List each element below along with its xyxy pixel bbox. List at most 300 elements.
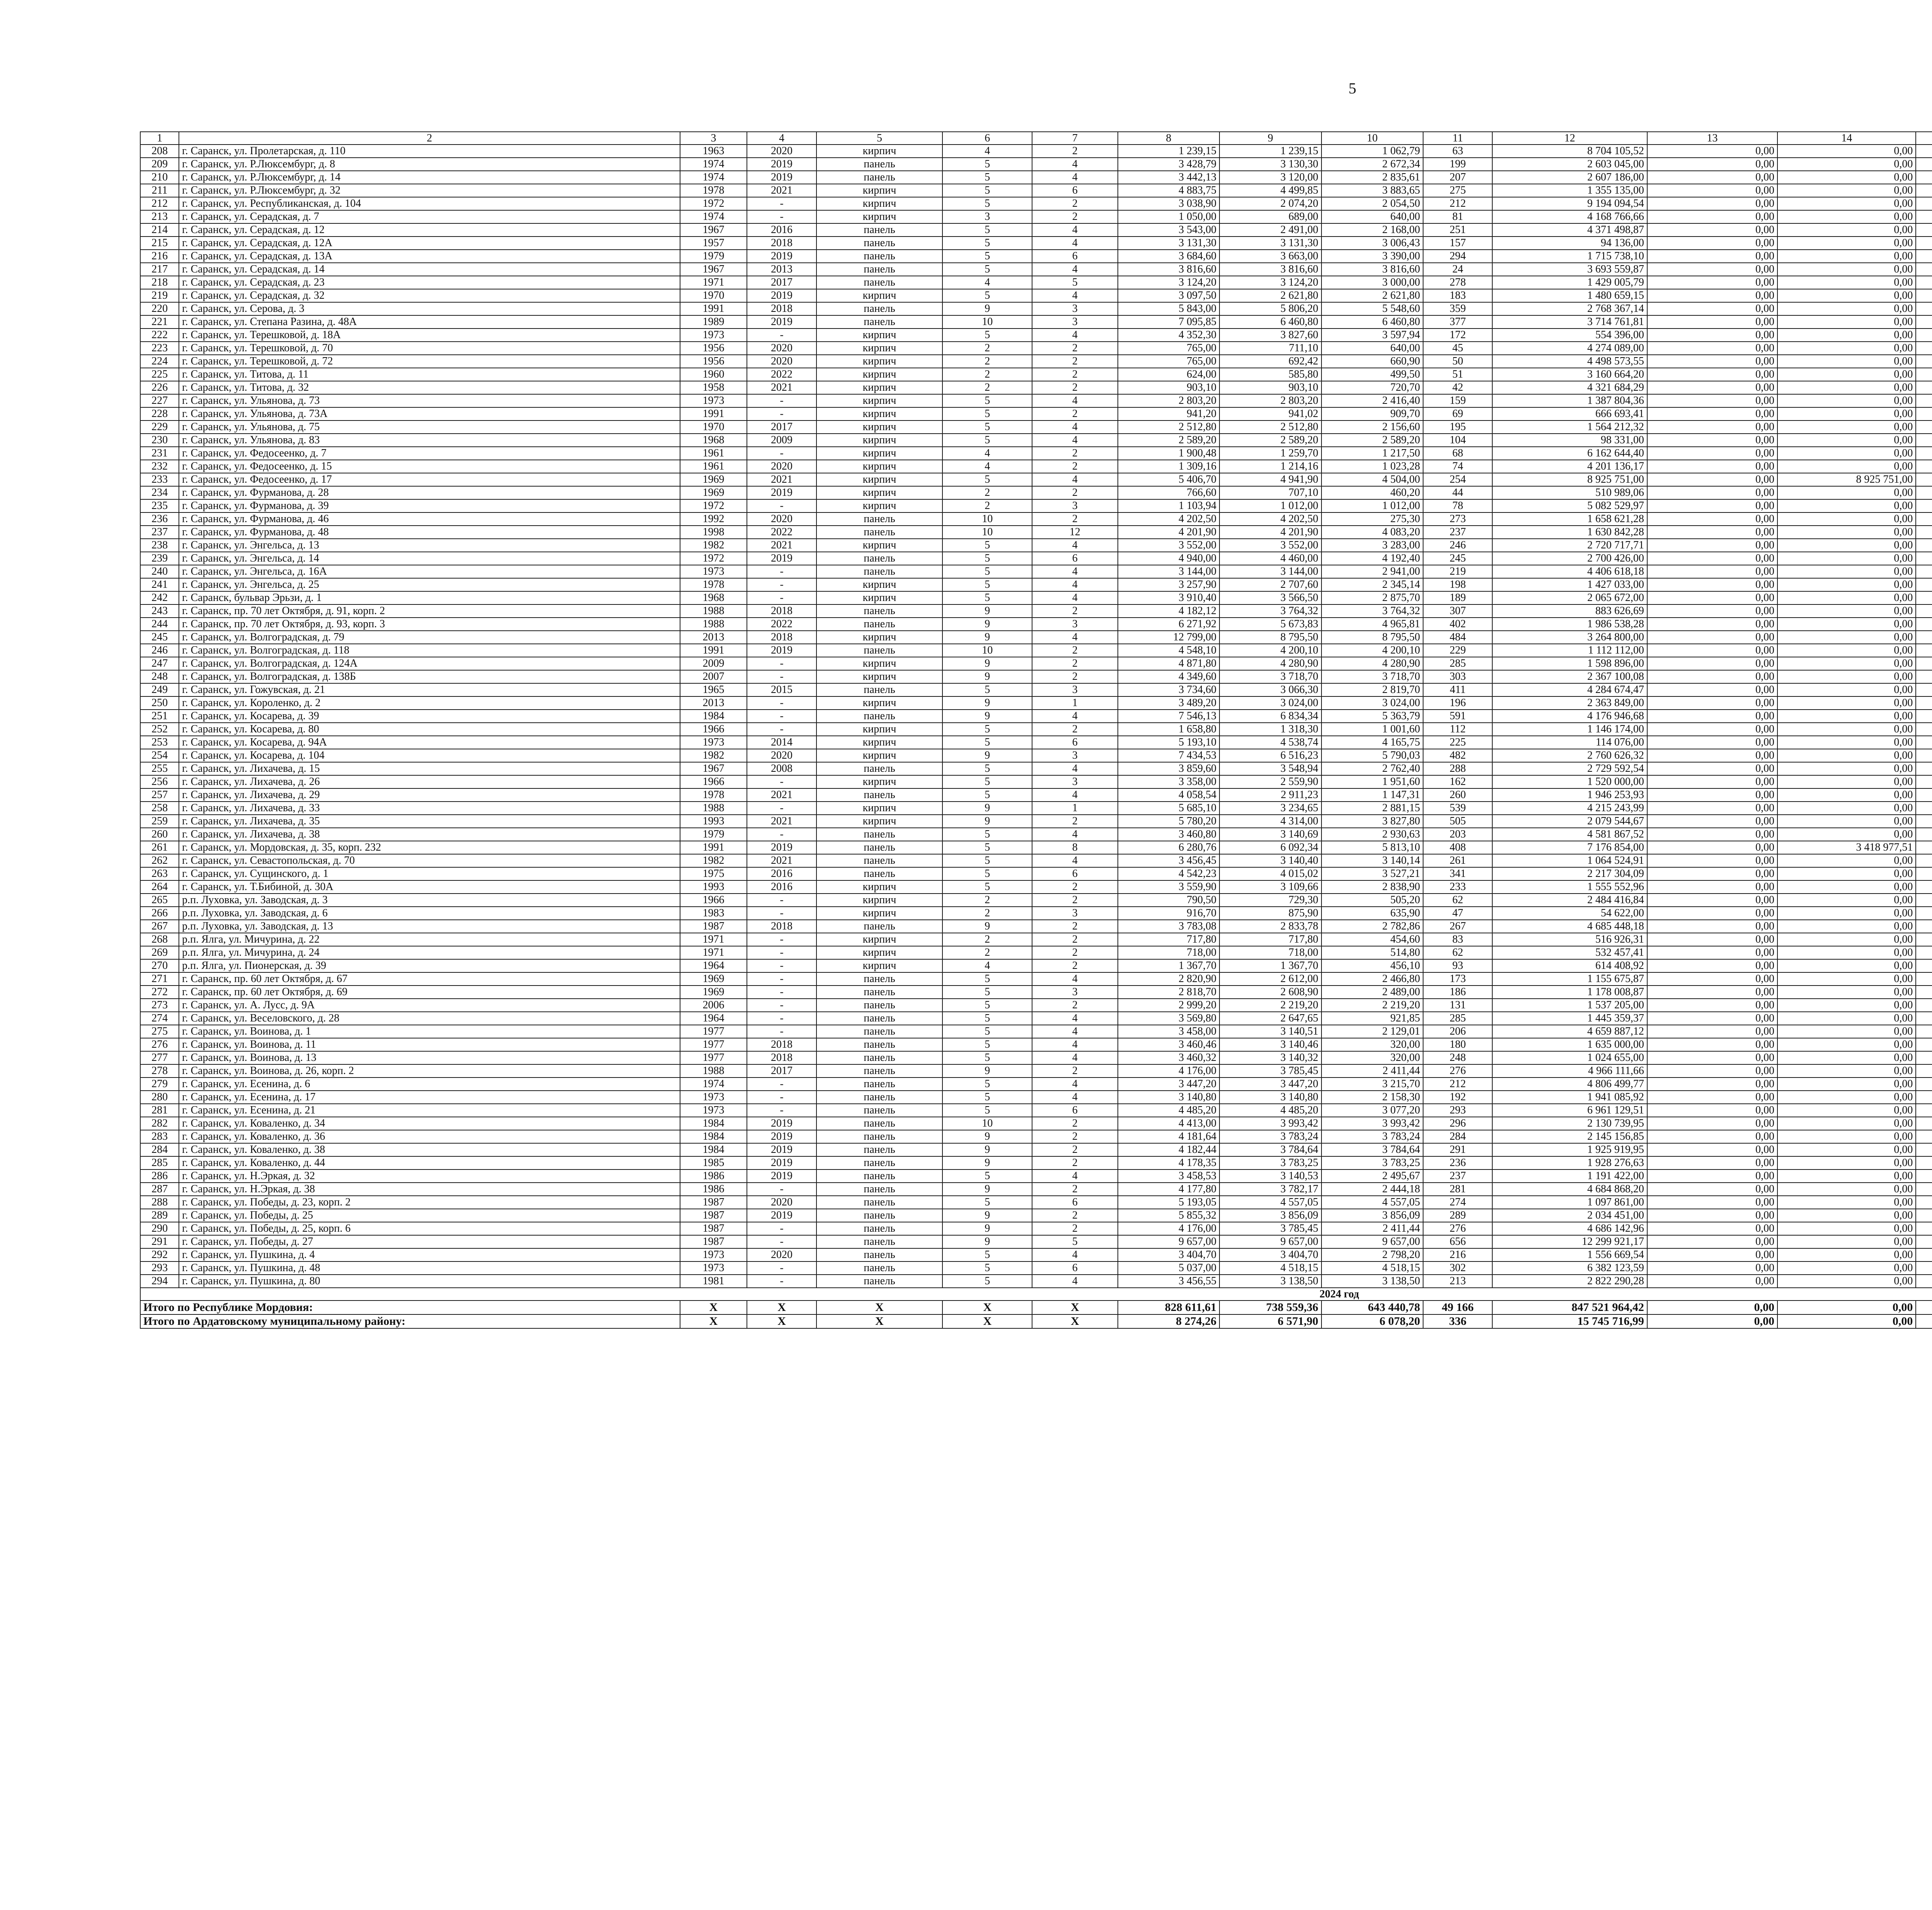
table-cell <box>1916 828 1932 841</box>
table-cell: 1 103,94 <box>1118 499 1220 512</box>
table-cell: 4 <box>942 276 1032 289</box>
table-cell: 3 144,00 <box>1118 565 1220 578</box>
table-cell: 0,00 <box>1777 710 1916 723</box>
table-row <box>140 999 1932 1012</box>
table-cell: 246 <box>140 644 179 657</box>
table-cell: 5 <box>942 591 1032 604</box>
table-cell: 0,00 <box>1777 802 1916 815</box>
table-cell: 1982 <box>680 749 747 762</box>
table-cell: 69 <box>1423 407 1492 420</box>
total-cell: 6 571,90 <box>1219 1314 1321 1328</box>
address-cell: г. Саранск, ул. Серадская, д. 32 <box>179 289 680 302</box>
table-row <box>140 355 1932 368</box>
table-cell: 1 986 538,28 <box>1492 618 1647 631</box>
address-cell: г. Саранск, ул. Титова, д. 32 <box>179 381 680 394</box>
table-cell: 3 566,50 <box>1219 591 1321 604</box>
address-cell: г. Саранск, ул. Фурманова, д. 46 <box>179 512 680 526</box>
table-cell: 4 176,00 <box>1118 1222 1220 1235</box>
table-cell: 2021 <box>747 539 816 552</box>
table-cell: 248 <box>140 670 179 683</box>
address-cell: г. Саранск, ул. Терешковой, д. 72 <box>179 355 680 368</box>
table-cell: 4 <box>1032 631 1117 644</box>
table-cell: 263 <box>140 867 179 880</box>
table-cell: 5 843,00 <box>1118 302 1220 315</box>
table-cell: 3 264 800,00 <box>1492 631 1647 644</box>
table-cell: 1 387 804,36 <box>1492 394 1647 407</box>
table-cell: 4 <box>1032 1248 1117 1261</box>
address-cell: г. Саранск, ул. Воинова, д. 13 <box>179 1051 680 1064</box>
table-cell: 2 065 672,00 <box>1492 591 1647 604</box>
table-cell: 267 <box>140 920 179 933</box>
table-cell: 1961 <box>680 460 747 473</box>
total-cell: 847 521 964,42 <box>1492 1301 1647 1314</box>
table-cell <box>1916 775 1932 788</box>
table-cell: 1973 <box>680 565 747 578</box>
table-cell: - <box>747 933 816 946</box>
table-cell: 1983 <box>680 907 747 920</box>
table-cell: 0,00 <box>1777 867 1916 880</box>
table-cell: 2018 <box>747 920 816 933</box>
table-cell: 320,00 <box>1321 1038 1423 1051</box>
table-cell: - <box>747 1275 816 1288</box>
table-cell: 2 818,70 <box>1118 986 1220 999</box>
table-cell: 5 <box>942 1012 1032 1025</box>
table-cell: 4 <box>1032 591 1117 604</box>
table-cell: 47 <box>1423 907 1492 920</box>
total-cell: 738 559,36 <box>1219 1301 1321 1314</box>
table-cell: 1 635 000,00 <box>1492 1038 1647 1051</box>
table-cell: 4 284 674,47 <box>1492 683 1647 696</box>
table-cell: 3 663,00 <box>1219 250 1321 263</box>
table-cell: 1965 <box>680 683 747 696</box>
table-cell: 0,00 <box>1647 578 1777 591</box>
table-cell <box>1916 460 1932 473</box>
table-cell: 0,00 <box>1777 1143 1916 1156</box>
table-cell: 2 <box>1032 1143 1117 1156</box>
table-cell: 1 658 621,28 <box>1492 512 1647 526</box>
address-cell: г. Саранск, ул. Лихачева, д. 29 <box>179 788 680 802</box>
address-cell: г. Саранск, ул. Серадская, д. 13А <box>179 250 680 263</box>
table-cell: 0,00 <box>1777 1117 1916 1130</box>
table-cell: 2 <box>1032 1117 1117 1130</box>
table-cell: 1956 <box>680 342 747 355</box>
table-cell: 237 <box>140 526 179 539</box>
table-cell: 5 855,32 <box>1118 1209 1220 1222</box>
table-cell: 7 176 854,00 <box>1492 841 1647 854</box>
table-cell: 1984 <box>680 710 747 723</box>
table-cell: 1986 <box>680 1183 747 1196</box>
table-cell: 790,50 <box>1118 894 1220 907</box>
table-cell: 720,70 <box>1321 381 1423 394</box>
table-cell <box>1916 986 1932 999</box>
table-cell: 4 083,20 <box>1321 526 1423 539</box>
table-cell: 499,50 <box>1321 368 1423 381</box>
table-cell: панель <box>816 986 943 999</box>
table-cell: 83 <box>1423 933 1492 946</box>
table-cell: 2 838,90 <box>1321 880 1423 894</box>
table-cell: 62 <box>1423 946 1492 959</box>
table-cell: 2020 <box>747 749 816 762</box>
table-cell: 2 768 367,14 <box>1492 302 1647 315</box>
address-cell: г. Саранск, ул. А. Лусс, д. 9А <box>179 999 680 1012</box>
table-row <box>140 237 1932 250</box>
table-cell: 1 112 112,00 <box>1492 644 1647 657</box>
table-cell: 2019 <box>747 552 816 565</box>
table-cell: 4 <box>1032 578 1117 591</box>
table-cell: 265 <box>140 894 179 907</box>
table-cell <box>1916 526 1932 539</box>
table-cell: 3 784,64 <box>1321 1143 1423 1156</box>
table-cell: кирпич <box>816 670 943 683</box>
table-row <box>140 263 1932 276</box>
table-cell: 3 460,46 <box>1118 1038 1220 1051</box>
table-cell: кирпич <box>816 946 943 959</box>
table-cell: - <box>747 407 816 420</box>
table-cell: 0,00 <box>1647 1064 1777 1078</box>
table-cell: 0,00 <box>1647 604 1777 618</box>
table-cell: 640,00 <box>1321 342 1423 355</box>
table-cell: 2 <box>1032 1156 1117 1169</box>
table-cell <box>1916 618 1932 631</box>
table-cell: панель <box>816 1209 943 1222</box>
table-cell: 45 <box>1423 342 1492 355</box>
table-cell: 9 <box>942 670 1032 683</box>
total-label: Итого по Республике Мордовия: <box>140 1301 680 1314</box>
address-cell: г. Саранск, ул. Есенина, д. 17 <box>179 1091 680 1104</box>
table-cell: 3 <box>1032 499 1117 512</box>
table-cell: - <box>747 894 816 907</box>
table-cell: 240 <box>140 565 179 578</box>
table-cell: 4 504,00 <box>1321 473 1423 486</box>
table-cell: 4 <box>1032 1275 1117 1288</box>
table-cell: 213 <box>140 210 179 223</box>
table-cell: 402 <box>1423 618 1492 631</box>
table-cell: 4 871,80 <box>1118 657 1220 670</box>
address-cell: г. Саранск, ул. Косарева, д. 94А <box>179 736 680 749</box>
table-cell: 2 <box>942 499 1032 512</box>
table-cell: 2 603 045,00 <box>1492 158 1647 171</box>
table-cell: 4 314,00 <box>1219 815 1321 828</box>
table-cell: 0,00 <box>1777 696 1916 710</box>
table-cell: 270 <box>140 959 179 972</box>
table-cell: 3 140,53 <box>1219 1169 1321 1183</box>
table-cell: 6 460,80 <box>1219 315 1321 329</box>
address-cell: г. Саранск, пр. 70 лет Октября, д. 91, корп. 2 <box>179 604 680 618</box>
table-cell: 2020 <box>747 1196 816 1209</box>
table-cell: 2 589,20 <box>1118 434 1220 447</box>
table-cell: 2018 <box>747 237 816 250</box>
table-row <box>140 145 1932 158</box>
table-cell: 1987 <box>680 1222 747 1235</box>
table-cell: 278 <box>140 1064 179 1078</box>
table-cell: 10 <box>942 1117 1032 1130</box>
table-row <box>140 841 1932 854</box>
table-cell: 3 859,60 <box>1118 762 1220 775</box>
table-cell: 274 <box>140 1012 179 1025</box>
table-cell: кирпич <box>816 696 943 710</box>
table-cell: панель <box>816 1235 943 1248</box>
table-cell: 247 <box>140 657 179 670</box>
year-label: 2024 год <box>140 1288 1932 1301</box>
table-cell: 2022 <box>747 526 816 539</box>
table-row <box>140 1104 1932 1117</box>
table-cell: 2 <box>1032 880 1117 894</box>
table-row <box>140 920 1932 933</box>
table-cell <box>1916 473 1932 486</box>
table-cell: 2 608,90 <box>1219 986 1321 999</box>
total-cell: 828 611,61 <box>1118 1301 1220 1314</box>
table-cell: 4 <box>1032 473 1117 486</box>
table-cell: 3 066,30 <box>1219 683 1321 696</box>
table-cell: 4 <box>942 145 1032 158</box>
table-cell: 0,00 <box>1647 1038 1777 1051</box>
table-cell: 1 024 655,00 <box>1492 1051 1647 1064</box>
table-cell: 1979 <box>680 250 747 263</box>
table-cell: 1984 <box>680 1143 747 1156</box>
address-cell: г. Саранск, ул. Ульянова, д. 73А <box>179 407 680 420</box>
table-cell: 656 <box>1423 1235 1492 1248</box>
table-cell: 212 <box>140 197 179 210</box>
table-cell: 0,00 <box>1777 434 1916 447</box>
table-cell: 195 <box>1423 420 1492 434</box>
table-row <box>140 933 1932 946</box>
table-cell: 2006 <box>680 999 747 1012</box>
table-cell: 5 <box>942 329 1032 342</box>
table-cell: 4 <box>1032 1012 1117 1025</box>
table-cell <box>1916 578 1932 591</box>
table-cell: 289 <box>140 1209 179 1222</box>
table-cell: 68 <box>1423 447 1492 460</box>
table-cell: 3 460,32 <box>1118 1051 1220 1064</box>
table-cell: 4 <box>1032 539 1117 552</box>
table-cell: 42 <box>1423 381 1492 394</box>
table-cell: 4 542,23 <box>1118 867 1220 880</box>
table-cell <box>1916 237 1932 250</box>
table-cell: 0,00 <box>1647 696 1777 710</box>
table-cell: - <box>747 565 816 578</box>
table-cell: 7 546,13 <box>1118 710 1220 723</box>
table-cell: 0,00 <box>1647 460 1777 473</box>
table-cell: 4 <box>942 447 1032 460</box>
table-cell: 554 396,00 <box>1492 329 1647 342</box>
table-cell: 2 219,20 <box>1219 999 1321 1012</box>
table-cell: 1 537 205,00 <box>1492 999 1647 1012</box>
table-cell: 4 684 868,20 <box>1492 1183 1647 1196</box>
table-cell: 4 941,90 <box>1219 473 1321 486</box>
table-cell: 2 <box>1032 486 1117 499</box>
table-cell: 1 155 675,87 <box>1492 972 1647 986</box>
table-cell <box>1916 604 1932 618</box>
table-cell: кирпич <box>816 723 943 736</box>
total-cell: 0,00 <box>1777 1301 1916 1314</box>
table-cell: 2 729 592,54 <box>1492 762 1647 775</box>
table-cell: 5 <box>942 986 1032 999</box>
table-cell: 233 <box>140 473 179 486</box>
table-cell: 1 555 552,96 <box>1492 880 1647 894</box>
table-cell: 3 <box>1032 683 1117 696</box>
table-cell: 12 799,00 <box>1118 631 1220 644</box>
table-cell: 2021 <box>747 473 816 486</box>
table-cell: 4 498 573,55 <box>1492 355 1647 368</box>
table-cell: 5 <box>942 762 1032 775</box>
table-cell: 131 <box>1423 999 1492 1012</box>
table-cell: 1967 <box>680 263 747 276</box>
table-cell: кирпич <box>816 184 943 197</box>
table-cell: 224 <box>140 355 179 368</box>
table-cell: 2 <box>1032 959 1117 972</box>
table-cell: 186 <box>1423 986 1492 999</box>
table-cell: 3 784,64 <box>1219 1143 1321 1156</box>
total-cell: 15 745 716,99 <box>1492 1314 1647 1328</box>
table-cell: 0,00 <box>1777 1261 1916 1275</box>
table-cell: 172 <box>1423 329 1492 342</box>
table-cell: 454,60 <box>1321 933 1423 946</box>
table-cell: 4 015,02 <box>1219 867 1321 880</box>
table-cell: 6 516,23 <box>1219 749 1321 762</box>
table-row <box>140 223 1932 237</box>
table-cell: 2 762,40 <box>1321 762 1423 775</box>
table-cell: 2009 <box>747 434 816 447</box>
table-cell: 281 <box>140 1104 179 1117</box>
table-cell <box>1916 946 1932 959</box>
table-cell: 277 <box>140 1051 179 1064</box>
table-cell: 2019 <box>747 158 816 171</box>
table-cell: кирпич <box>816 420 943 434</box>
table-cell: 4 940,00 <box>1118 552 1220 565</box>
table-cell: 3 456,55 <box>1118 1275 1220 1288</box>
table-cell: 276 <box>140 1038 179 1051</box>
table-cell: 875,90 <box>1219 907 1321 920</box>
address-cell: г. Саранск, ул. Серадская, д. 23 <box>179 276 680 289</box>
table-cell: 0,00 <box>1647 644 1777 657</box>
table-cell: 207 <box>1423 171 1492 184</box>
table-cell: 0,00 <box>1647 710 1777 723</box>
table-cell: - <box>747 1235 816 1248</box>
table-cell <box>1916 670 1932 683</box>
table-cell: 4 <box>1032 171 1117 184</box>
table-cell: 5 <box>942 237 1032 250</box>
table-cell: 5 <box>942 788 1032 802</box>
table-cell: 2 367 100,08 <box>1492 670 1647 683</box>
table-cell: 5 193,10 <box>1118 736 1220 749</box>
table-cell: 2 444,18 <box>1321 1183 1423 1196</box>
table-cell: 0,00 <box>1777 486 1916 499</box>
address-cell: г. Саранск, ул. Волгоградская, д. 79 <box>179 631 680 644</box>
table-cell <box>1916 631 1932 644</box>
table-cell: панель <box>816 263 943 276</box>
table-cell: 294 <box>1423 250 1492 263</box>
table-cell: 2021 <box>747 815 816 828</box>
table-cell: 2019 <box>747 315 816 329</box>
table-cell <box>1916 749 1932 762</box>
table-cell: 2 559,90 <box>1219 775 1321 788</box>
table-cell: 216 <box>1423 1248 1492 1261</box>
table-cell: 4 <box>1032 237 1117 250</box>
table-cell: 1 564 212,32 <box>1492 420 1647 434</box>
table-cell: 2019 <box>747 1209 816 1222</box>
address-cell: г. Саранск, ул. Лихачева, д. 15 <box>179 762 680 775</box>
table-cell: 1 062,79 <box>1321 145 1423 158</box>
table-cell: 3 883,65 <box>1321 184 1423 197</box>
table-cell: 3 <box>1032 986 1117 999</box>
table-cell: 215 <box>140 237 179 250</box>
total-cell: X <box>816 1301 943 1314</box>
table-cell: 3 447,20 <box>1118 1078 1220 1091</box>
table-cell: панель <box>816 1091 943 1104</box>
table-cell: 766,60 <box>1118 486 1220 499</box>
table-cell: панель <box>816 1275 943 1288</box>
table-cell: 2 489,00 <box>1321 986 1423 999</box>
table-row <box>140 407 1932 420</box>
table-row <box>140 210 1932 223</box>
table-cell: 278 <box>1423 276 1492 289</box>
table-cell: 4 485,20 <box>1118 1104 1220 1117</box>
table-cell: 236 <box>1423 1156 1492 1169</box>
table-cell: 0,00 <box>1647 1012 1777 1025</box>
table-cell: 233 <box>1423 880 1492 894</box>
table-cell: 0,00 <box>1647 1117 1777 1130</box>
table-cell: 3 000,00 <box>1321 276 1423 289</box>
table-cell: 9 <box>942 1222 1032 1235</box>
table-row <box>140 723 1932 736</box>
table-cell: 0,00 <box>1647 171 1777 184</box>
table-cell: кирпич <box>816 329 943 342</box>
table-cell: 5 <box>942 867 1032 880</box>
table-cell: 3 130,30 <box>1219 158 1321 171</box>
table-row <box>140 788 1932 802</box>
table-cell <box>1916 368 1932 381</box>
table-cell: 189 <box>1423 591 1492 604</box>
total-cell: 6 078,20 <box>1321 1314 1423 1328</box>
table-cell: 0,00 <box>1647 1261 1777 1275</box>
table-cell: 1 951,60 <box>1321 775 1423 788</box>
table-cell: кирпич <box>816 394 943 407</box>
table-cell: 1993 <box>680 880 747 894</box>
table-cell: 293 <box>140 1261 179 1275</box>
table-cell: 6 <box>1032 1196 1117 1209</box>
table-cell: 9 <box>942 631 1032 644</box>
table-cell: панель <box>816 171 943 184</box>
column-number-cell: 3 <box>680 132 747 145</box>
table-cell: 883 626,69 <box>1492 604 1647 618</box>
table-cell: 93 <box>1423 959 1492 972</box>
table-cell: 3 458,53 <box>1118 1169 1220 1183</box>
table-cell: 2007 <box>680 670 747 683</box>
table-cell: 0,00 <box>1777 315 1916 329</box>
table-cell: 0,00 <box>1647 933 1777 946</box>
table-cell: 3 390,00 <box>1321 250 1423 263</box>
table-cell: 0,00 <box>1647 210 1777 223</box>
table-cell: 2014 <box>747 736 816 749</box>
table-cell: - <box>747 999 816 1012</box>
table-header-row <box>140 132 1932 145</box>
table-cell: 0,00 <box>1777 1078 1916 1091</box>
table-cell: 3 <box>1032 907 1117 920</box>
table-cell: 3 714 761,81 <box>1492 315 1647 329</box>
table-cell: 1998 <box>680 526 747 539</box>
address-cell: г. Саранск, ул. Волгоградская, д. 138Б <box>179 670 680 683</box>
table-row <box>140 329 1932 342</box>
table-cell: 2017 <box>747 1064 816 1078</box>
column-number-cell: 10 <box>1321 132 1423 145</box>
table-cell: 3 131,30 <box>1219 237 1321 250</box>
table-cell: панель <box>816 1196 943 1209</box>
table-row <box>140 1235 1932 1248</box>
table-row <box>140 696 1932 710</box>
table-cell: 9 <box>942 657 1032 670</box>
table-cell: 0,00 <box>1777 1222 1916 1235</box>
table-cell: 2 <box>1032 368 1117 381</box>
